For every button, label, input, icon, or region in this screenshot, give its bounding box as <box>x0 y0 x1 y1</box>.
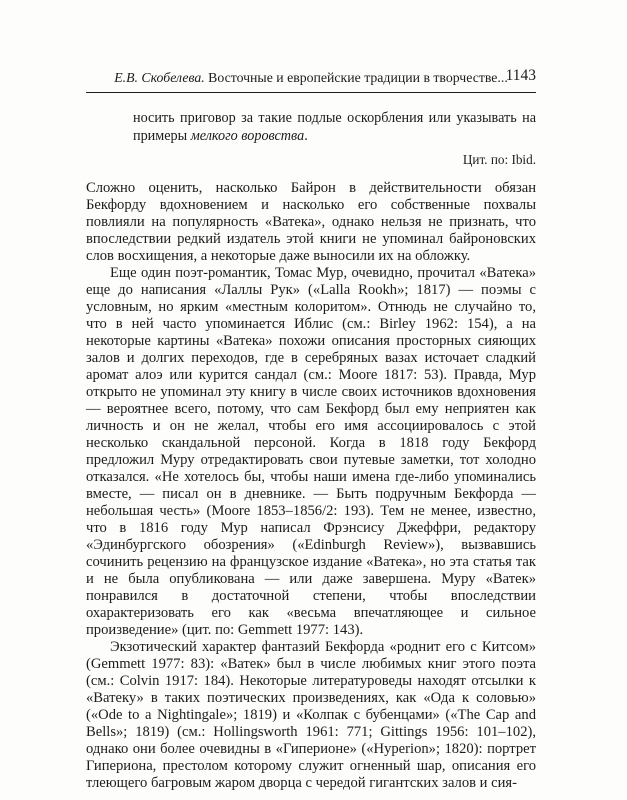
block-quote <box>133 110 536 167</box>
page-number: 1143 <box>505 67 536 84</box>
quote-text-tail: . <box>304 127 308 144</box>
paragraph-1: Сложно оценить, насколько Байрон в действительности обязан Бекфорду вдохновением и насколько его собственные похвалы повлияли на популярность «Ватека», однако нельзя не признать, что впоследствии редкий издатель этой книги не упоминал байроновских слов восхищения, а некоторые даже выносили их на обложку. <box>86 180 536 264</box>
paragraph-3: Экзотический характер фантазий Бекфорда «роднит его с Китсом» (Gemmett 1977: 83): «Ватек» был в числе любимых книг этого поэта (см.: Colvin 1917: 184). Некоторые литературоведы находят отсылки к «Ватеку» в таких поэтических произведениях, как «Ода к соловью» («Ode to a Nightingale»; 1819) и «Колпак с бубенцами» («The Cap and Bells»; 1819) (см.: Hollingsworth 1961: 771; Gittings 1956: 101–102), однако они более очевидны в «Гиперионе» («Hyperion»; 1820): портрет Гипериона, престолом которому служит огненный шар, описания его тлеющего багровым жаром дворца с чередой гигантских залов и сия- <box>86 639 536 791</box>
quote-text-regular: носить приговор за такие подлые оскорбления или указывать на примеры <box>133 110 536 144</box>
quote-text-italic: мелкого воровства <box>190 127 305 144</box>
running-title-author: Е.В. Скобелева. <box>114 70 205 85</box>
paragraph-2: Еще один поэт-романтик, Томас Мур, очевидно, прочитал «Ватека» еще до написания «Лаллы Рук» («Lalla Rookh»; 1817) — поэмы с условным, но ярким «местным колоритом». Отнюдь не случайно то, что в ней часто упоминается Иблис (см.: Birley 1962: 154), а на некоторые картины «Ватека» похожи описания просторных сияющих залов и долгих переходов, где в серебряных вазах источает сладкий аромат алоэ или курится сандал (см.: Moore 1817: 53). Правда, Мур открыто не упоминал эту книгу в числе своих источников вдохновения — вероятнее всего, потому, что сам Бекфорд был ему неприятен как личность и он не желал, чтобы его имя ассоциировалось с этой несколько скандальной персоной. Когда в 1818 году Бекфорд предложил Муру отредактировать свои путевые заметки, тот холодно отказался. «Не хотелось бы, чтобы наши имена где-либо упоминались вместе, — писал он в дневнике. — Быть подручным Бекфорда — небольшая честь» (Moore 1853–1856/2: 193). Тем не менее, известно, что в 1816 году Мур написал Фрэнсису Джеффри, редактору «Эдинбургского обозрения» («Edinburgh Review»), вызвавшись сочинить рецензию на французское издание «Ватека», но эта статья так и не была опубликована — или даже завершена. Муру «Ватек» понравился в достаточной степени, чтобы впоследствии охарактеризовать его как «весьма впечатляющее и сильное произведение» (цит. по: Gemmett 1977: 143). <box>86 265 536 638</box>
running-title <box>86 67 536 86</box>
quote-citation: Цит. по: Ibid. <box>462 152 536 167</box>
article-body <box>86 180 536 792</box>
quote-text <box>133 110 536 145</box>
running-head <box>86 67 536 93</box>
running-title-text: Восточные и европейские традиции в творчестве... <box>204 70 508 85</box>
